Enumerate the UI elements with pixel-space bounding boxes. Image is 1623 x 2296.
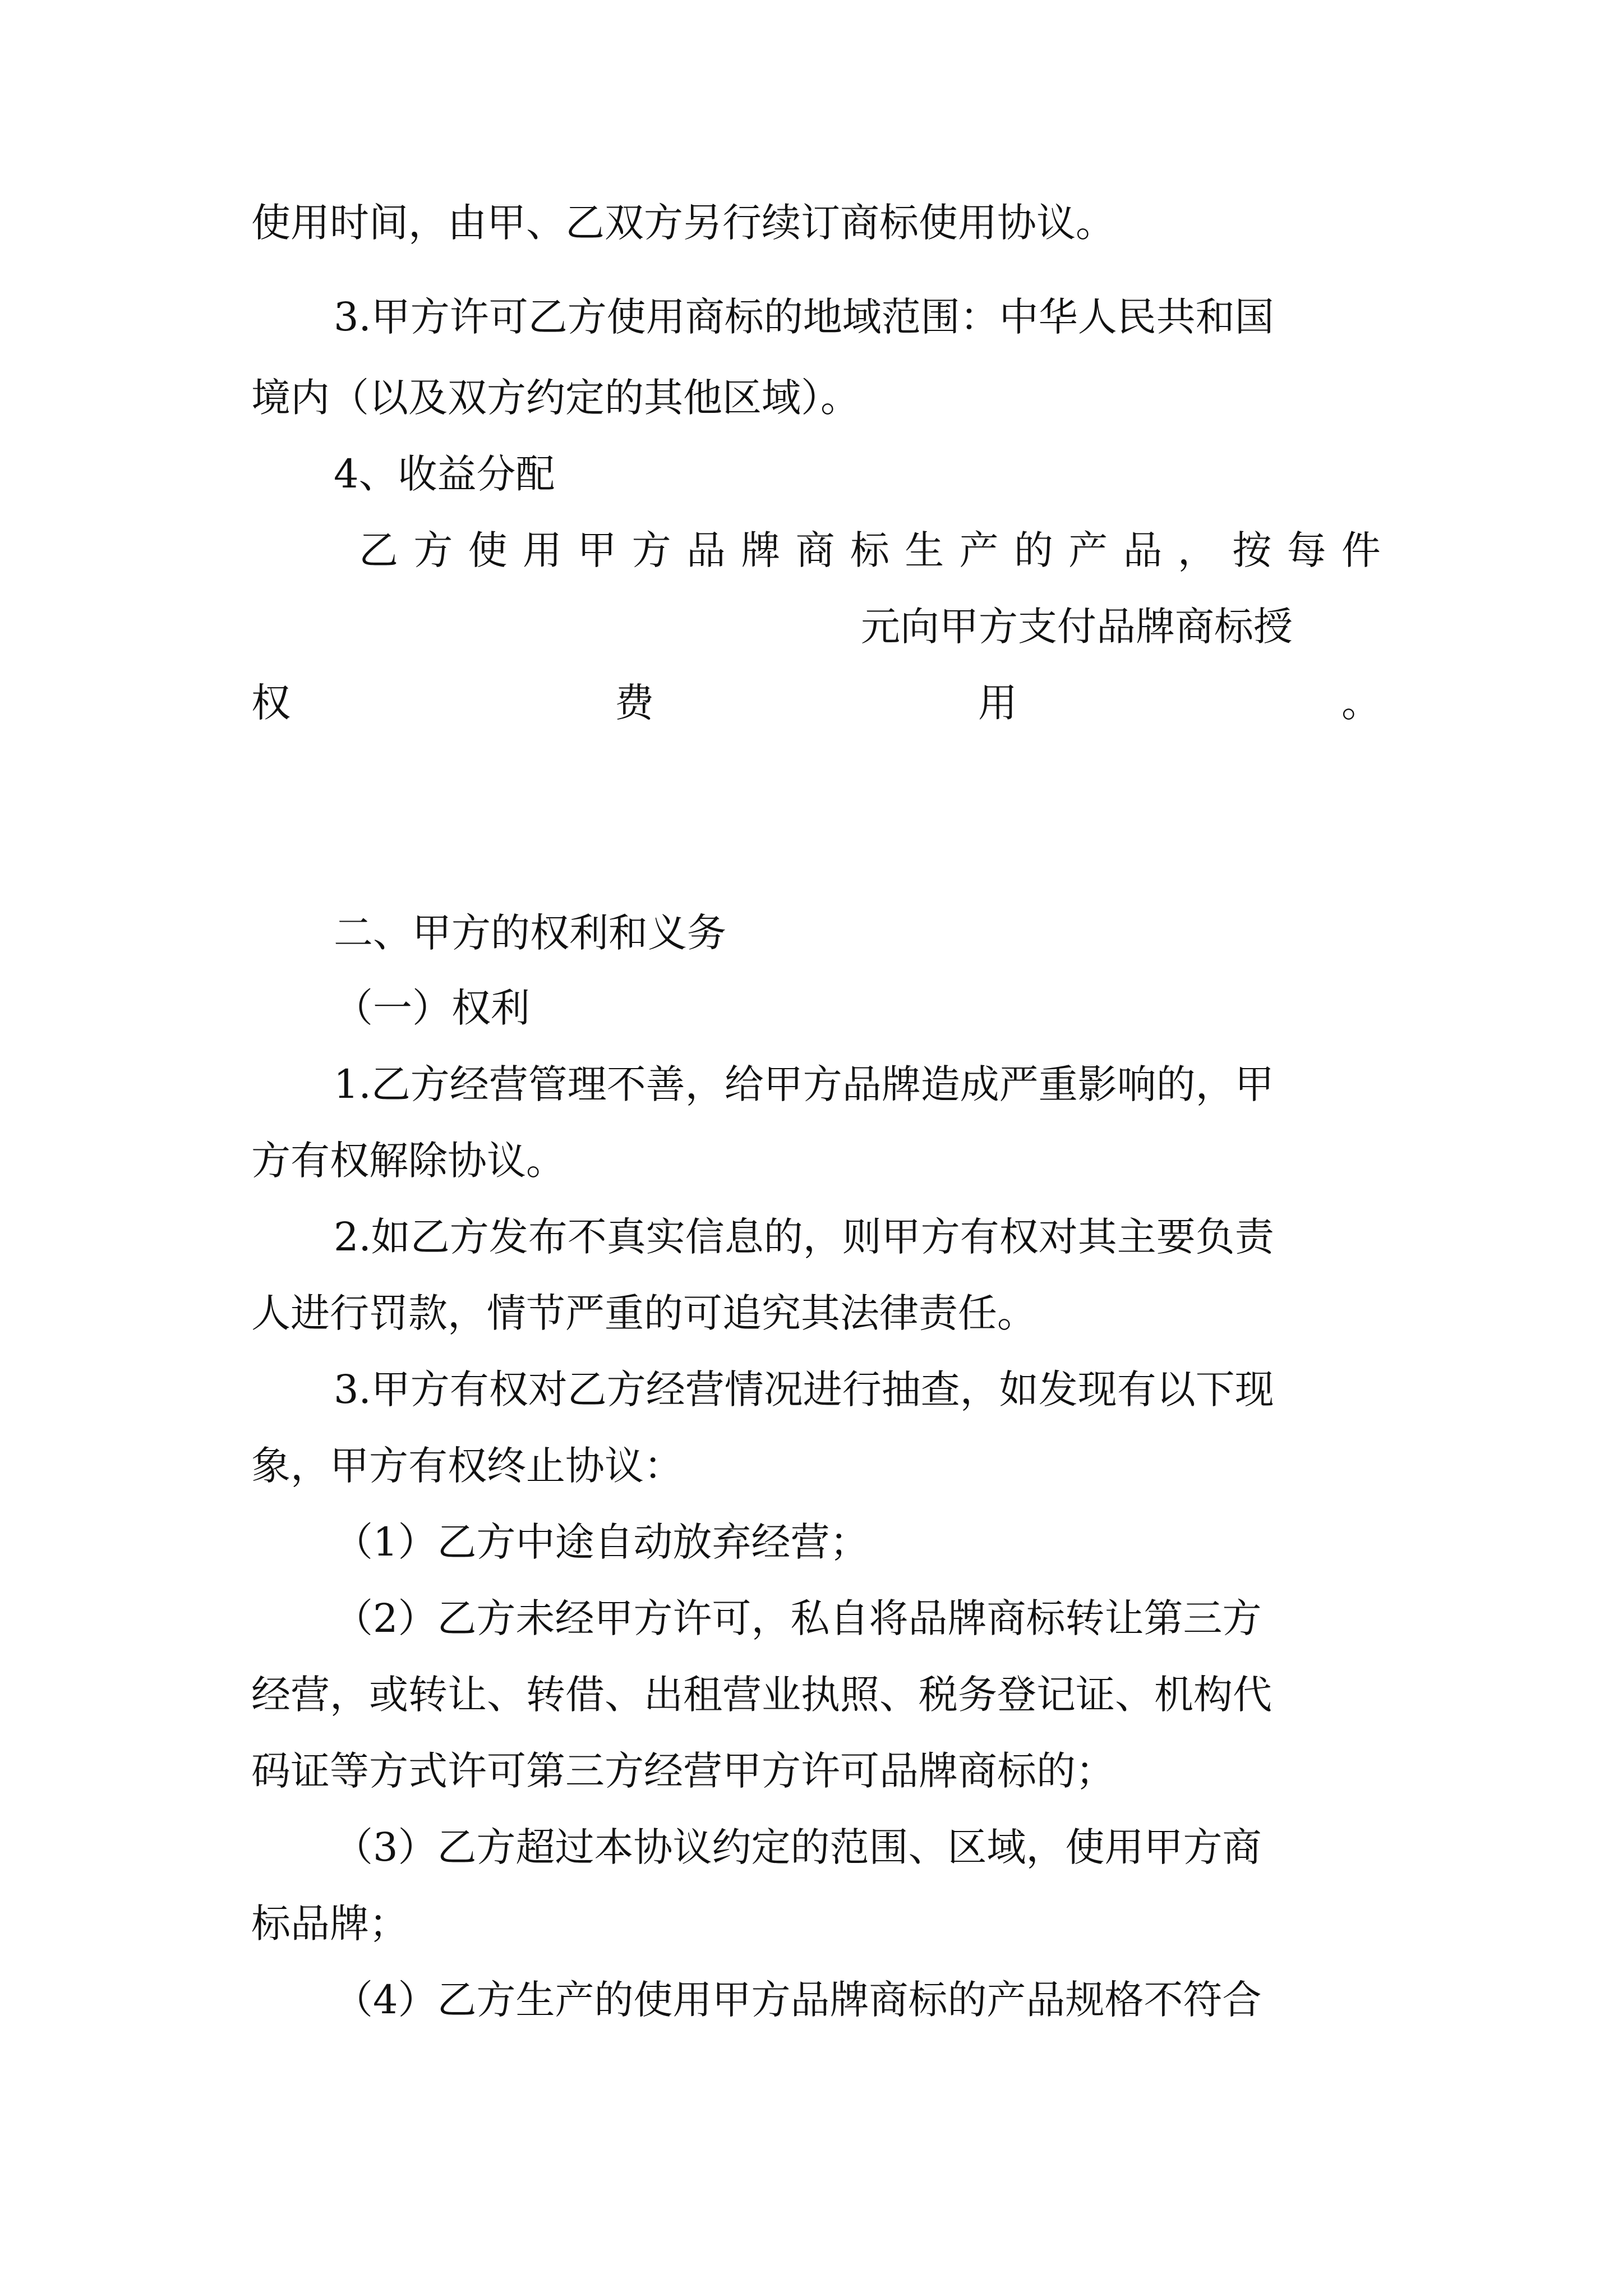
- paragraph-line: 经营，或转让、转借、出租营业执照、税务登记证、机构代: [251, 1672, 1272, 1718]
- char: 。: [1341, 680, 1381, 726]
- char: 产: [959, 527, 999, 573]
- char: 乙: [359, 527, 398, 573]
- paragraph-line: 元向甲方支付品牌商标授: [861, 604, 1293, 650]
- char: 使: [468, 527, 508, 573]
- char: 商: [795, 527, 835, 573]
- char: 品: [1123, 527, 1163, 573]
- char: ，: [1177, 527, 1217, 573]
- char: 牌: [741, 527, 781, 573]
- char: 费: [615, 680, 654, 726]
- char: 的: [1013, 527, 1053, 573]
- char: 用: [522, 527, 562, 573]
- section-heading: 4、收益分配: [334, 451, 555, 497]
- char: 方: [413, 527, 453, 573]
- justified-line: [359, 525, 1381, 576]
- paragraph-line: 方有权解除协议。: [251, 1138, 565, 1184]
- char: 生: [905, 527, 944, 573]
- char: 件: [1341, 527, 1381, 573]
- char: 标: [850, 527, 889, 573]
- char: 用: [978, 680, 1017, 726]
- subsection-heading: （一）权利: [334, 985, 530, 1031]
- char: 每: [1287, 527, 1326, 573]
- paragraph-line: 3.甲方许可乙方使用商标的地域范围：中华人民共和国: [334, 294, 1274, 340]
- section-heading: 二、甲方的权利和义务: [334, 910, 726, 956]
- char: 甲: [577, 527, 617, 573]
- paragraph-line: 标品牌；: [251, 1901, 408, 1947]
- char: 产: [1068, 527, 1108, 573]
- list-item: （1）乙方中途自动放弃经营；: [334, 1519, 869, 1565]
- char: 品: [686, 527, 726, 573]
- list-item: （3）乙方超过本协议约定的范围、区域，使用甲方商: [334, 1824, 1262, 1870]
- paragraph-line: 3.甲方有权对乙方经营情况进行抽查，如发现有以下现: [334, 1366, 1274, 1412]
- char: 按: [1232, 527, 1272, 573]
- paragraph-line: 码证等方式许可第三方经营甲方许可品牌商标的；: [251, 1748, 1115, 1794]
- paragraph-line: 1.乙方经营管理不善，给甲方品牌造成严重影响的，甲: [334, 1061, 1274, 1107]
- list-item: （4）乙方生产的使用甲方品牌商标的产品规格不符合: [334, 1977, 1262, 2023]
- paragraph-line: 象，甲方有权终止协议：: [251, 1443, 683, 1489]
- list-item: （2）乙方未经甲方许可，私自将品牌商标转让第三方: [334, 1595, 1262, 1641]
- paragraph-line: 2.如乙方发布不真实信息的，则甲方有权对其主要负责: [334, 1214, 1274, 1260]
- paragraph-line: 使用时间，由甲、乙双方另行续订商标使用协议。: [251, 200, 1115, 246]
- char: 方: [631, 527, 671, 573]
- paragraph-line: 境内（以及双方约定的其他区域）。: [251, 375, 860, 421]
- char: 权: [251, 680, 291, 726]
- justified-line: [251, 678, 1381, 728]
- paragraph-line: 人进行罚款，情节严重的可追究其法律责任。: [251, 1290, 1036, 1336]
